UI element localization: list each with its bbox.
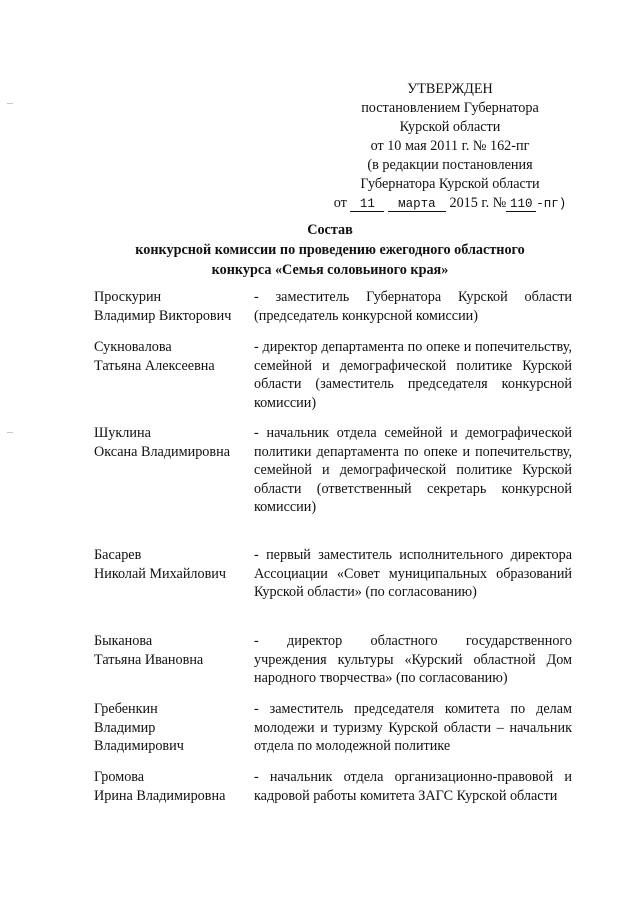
member-name — [94, 338, 254, 412]
approval-line: (в редакции постановления — [367, 157, 533, 173]
member-name — [94, 632, 254, 688]
member-surname: Проскурин — [94, 289, 162, 305]
document-title — [80, 220, 580, 280]
scan-edge-mark — [7, 103, 13, 104]
member-given-names: Татьяна Ивановна — [94, 651, 204, 668]
title-line: Состав — [307, 222, 353, 238]
approval-line: Курской области — [399, 119, 501, 135]
member-role: - начальник отдела семейной и демографической политики департамента по опеке и попечительству, семейной и демографической политике Курской области (ответственный секретарь конкурсной комиссии) — [254, 425, 572, 515]
member-given-names: Николай Михайлович — [94, 565, 227, 582]
member-surname: Шуклина — [94, 425, 151, 441]
member-role: - заместитель Губернатора Курской области (председатель конкурсной комиссии) — [254, 289, 572, 324]
member-name — [94, 768, 254, 805]
title-line: конкурса «Семья соловьиного края» — [211, 262, 449, 278]
member-given-names: Владимир Викторович — [94, 307, 232, 324]
member-role: - начальник отдела организационно-правовой и кадровой работы комитета ЗАГС Курской области — [254, 769, 572, 804]
member-role: - заместитель председателя комитета по делам молодежи и туризму Курской области – начальник отдела по молодежной политике — [254, 701, 572, 754]
edition-suffix: -пг) — [536, 197, 567, 211]
edition-number: 110 — [506, 197, 536, 212]
member-given-names: Оксана Владимировна — [94, 443, 230, 460]
member-row — [94, 632, 574, 688]
approval-block — [300, 80, 600, 214]
member-given-names: Владимир — [94, 719, 156, 736]
member-given-names: Ирина Владимировна — [94, 787, 226, 804]
member-surname: Громова — [94, 769, 145, 785]
edition-year: 2015 г. — [449, 195, 490, 211]
member-row — [94, 338, 574, 412]
edition-prefix: от — [333, 195, 347, 211]
scan-edge-mark — [7, 432, 13, 433]
member-surname: Басарев — [94, 547, 142, 563]
edition-number-label: № — [492, 195, 507, 211]
member-name — [94, 288, 254, 325]
member-role: - директор областного государственного учреждения культуры «Курский областной Дом народного творчества» (по согласованию) — [254, 633, 572, 686]
member-row — [94, 768, 574, 805]
edition-date-line — [300, 194, 600, 214]
member-surname: Гребенкин — [94, 701, 158, 717]
member-given-names-cont: Владимирович — [94, 738, 184, 754]
member-row — [94, 288, 574, 325]
member-name — [94, 424, 254, 517]
member-row — [94, 700, 574, 756]
member-surname: Быканова — [94, 633, 153, 649]
approval-line: Губернатора Курской области — [360, 176, 540, 192]
member-role: - первый заместитель исполнительного директора Ассоциации «Совет муниципальных образований Курской области» (по согласованию) — [254, 547, 572, 600]
title-line: конкурсной комиссии по проведению ежегодного областного — [135, 242, 525, 258]
member-name — [94, 546, 254, 602]
member-surname: Сукновалова — [94, 339, 172, 355]
member-name — [94, 700, 254, 756]
member-given-names: Татьяна Алексеевна — [94, 357, 215, 374]
approval-status: УТВЕРЖДЕН — [407, 81, 493, 97]
member-row — [94, 546, 574, 602]
approval-line: постановлением Губернатора — [361, 100, 539, 116]
approval-line: от 10 мая 2011 г. № 162-пг — [370, 138, 530, 154]
edition-day: 11 — [350, 197, 384, 212]
edition-month: марта — [388, 197, 446, 212]
member-role: - директор департамента по опеке и попечительству, семейной и демографической политике Курской области (заместитель председателя конкурсной комиссии) — [254, 339, 572, 411]
member-row — [94, 424, 574, 517]
